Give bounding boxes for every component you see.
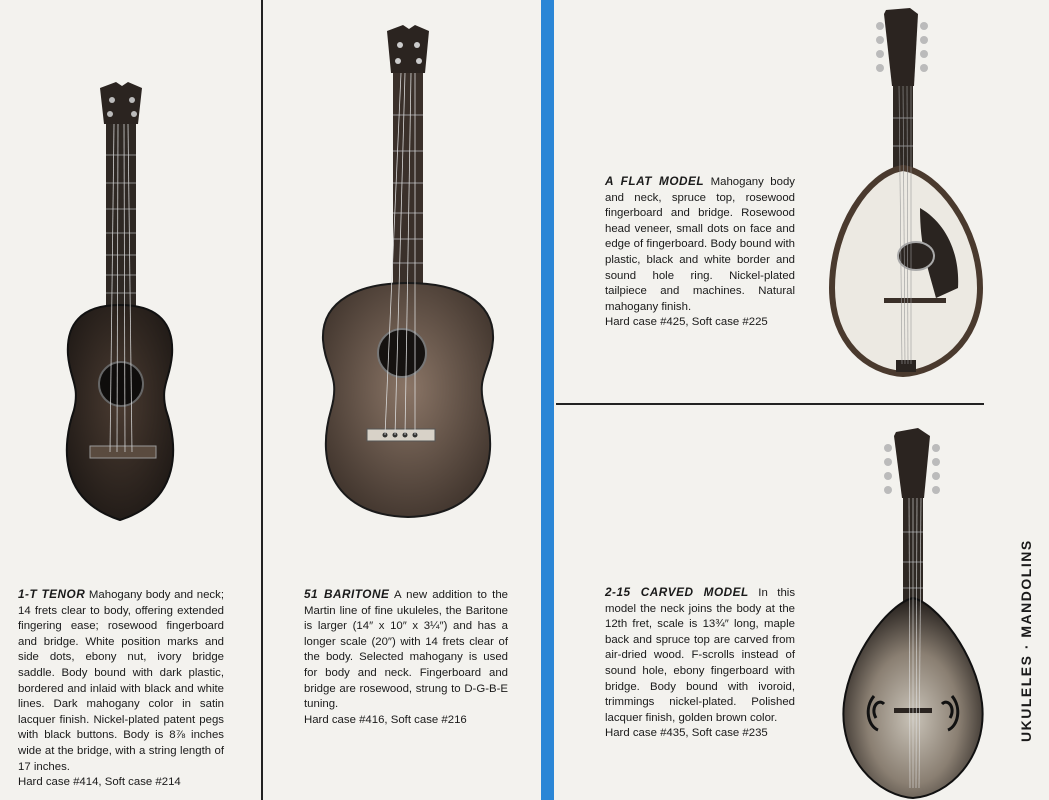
baritone-model-name: 51 BARITONE	[304, 587, 390, 601]
baritone-ukulele-image	[305, 25, 505, 525]
carved-cases: Hard case #435, Soft case #235	[605, 727, 768, 740]
tenor-model-name: 1-T TENOR	[18, 587, 86, 601]
a-flat-text: Mahogany body and neck, spruce top, rosewood fingerboard and bridge. Rosewood head veneer, small dots on face and edge of fingerboard. Body bound with plastic, black and white border and sound hole ring. Nickel-plated tailpiece and machines. Natural mahogany finish.	[605, 176, 795, 313]
baritone-cases: Hard case #416, Soft case #216	[304, 713, 467, 726]
a-flat-mandolin-image	[828, 8, 988, 380]
baritone-description	[304, 587, 508, 728]
tenor-text: Mahogany body and neck; 14 frets clear to body, offering extended fingering ease; rosewood fingerboard and bridge. White position marks and side dots, ebony nut, ivory bridge saddle. Body bound with dark plastic, bordered and inlaid with black and white lines. Dark mahogany color in satin lacquer finish. Nickel-plated patent pegs with black buttons. Body is 8⅞ inches wide at the bridge, with a string length of 17 inches.	[18, 589, 224, 773]
column-divider-1	[261, 0, 263, 800]
blue-accent-bar	[541, 0, 554, 800]
a-flat-cases: Hard case #425, Soft case #225	[605, 316, 768, 329]
a-flat-description	[605, 174, 795, 331]
section-side-label: UKULELES · MANDOLINS	[1018, 539, 1034, 742]
carved-text: In this model the neck joins the body at the 12th fret, scale is 13¾″ long, maple back and spruce top are carved from air-dried wood. F-scrolls instead of sound hole, ebony fingerboard with bridge. Body bound with ivoroid, trimmings nickel-plated. Polished lacquer finish, golden brown color.	[605, 587, 796, 724]
baritone-text: A new addition to the Martin line of fine ukuleles, the Baritone is larger (14″ x 10″ x 3¼″) and has a longer scale (20″) with 14 frets clear of the body. Selected mahogany is used for body and neck. Fingerboard and bridge are rosewood, strung to D-G-B-E tuning.	[304, 589, 508, 711]
row-divider	[556, 403, 984, 405]
carved-model-name: 2-15 CARVED MODEL	[605, 585, 749, 599]
a-flat-model-name: A FLAT MODEL	[605, 174, 705, 188]
tenor-cases: Hard case #414, Soft case #214	[18, 776, 181, 789]
tenor-description	[18, 587, 224, 791]
carved-mandolin-image	[838, 428, 988, 800]
carved-description	[605, 585, 795, 742]
tenor-ukulele-image	[40, 80, 220, 530]
